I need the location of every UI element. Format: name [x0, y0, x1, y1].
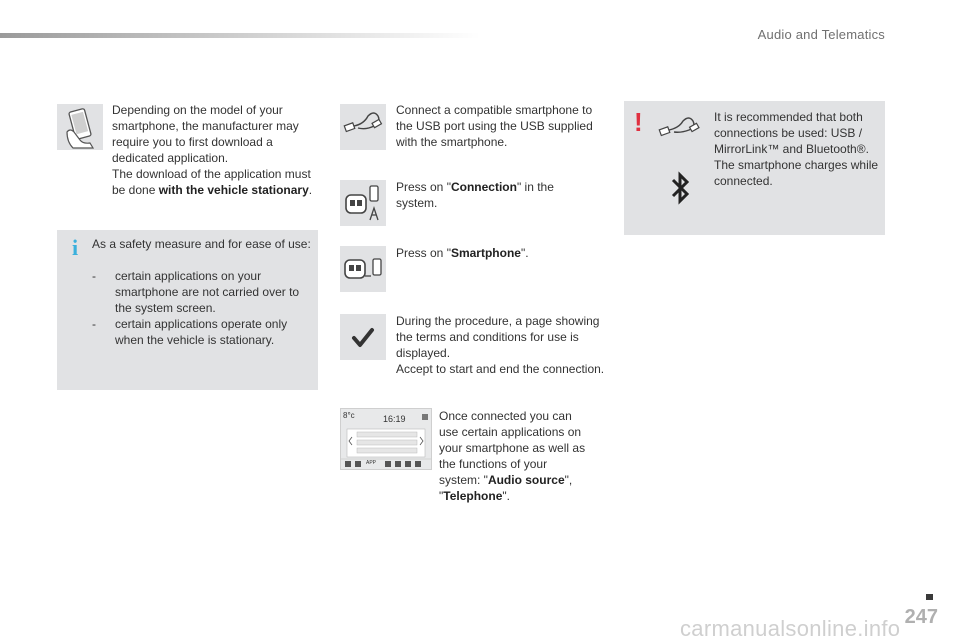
screen-graphics [341, 409, 431, 469]
usb-cable-icon [340, 104, 386, 150]
usb-cable-icon [658, 115, 702, 145]
smartphone-menu-icon[interactable] [340, 246, 386, 292]
warning-icon: ! [634, 107, 643, 137]
procedure-text: During the procedure, a page showing the terms and conditions for use is displayed. Accept to start and end the connection. [396, 314, 605, 376]
header-gradient-bar [0, 33, 480, 38]
screen-temperature: 8°c [343, 411, 355, 420]
connection-menu-icon[interactable] [340, 180, 386, 226]
download-intro: Depending on the model of your smartphone, the manufacturer may require you to first download a dedicated application. [112, 103, 299, 165]
press-connection-text: Press on "Connection" in the system. [396, 180, 554, 210]
download-instructions [112, 102, 317, 198]
screen-apps-label: APP [366, 460, 377, 466]
checkmark-icon[interactable] [340, 314, 386, 360]
press-smartphone-text: Press on "Smartphone". [396, 246, 529, 260]
smartphone-hand-icon [57, 104, 103, 150]
page-marker [926, 594, 933, 600]
once-connected-text: Once connected you can use certain applications on your smartphone as well as the functions of your system: "Audio source", "Telephone". [439, 409, 586, 503]
recommendation-text: It is recommended that both connections be used: USB / MirrorLink™ and Bluetooth®. The smartphone charges while connected. [714, 110, 879, 188]
download-requirement: The download of the application must be done with the vehicle stationary. [112, 167, 313, 197]
screen-clock: 16:19 [383, 414, 406, 424]
page-number: 247 [904, 606, 938, 628]
bluetooth-icon [670, 171, 692, 205]
system-screen-thumbnail [340, 408, 432, 470]
recommendation-warning-box [624, 101, 885, 235]
safety-info-box: i As a safety measure and for ease of use: - certain applications on your smartphone are not carried over to the system screen. - certain applications operate only when the vehicle is stationary. [57, 230, 318, 390]
section-title: Audio and Telematics [757, 27, 885, 42]
info-icon: i [72, 235, 79, 260]
connect-usb-text: Connect a compatible smartphone to the USB port using the USB supplied with the smartphone. [396, 103, 593, 149]
info-intro: As a safety measure and for ease of use: [92, 237, 311, 251]
watermark: carmanualsonline.info [680, 616, 901, 641]
